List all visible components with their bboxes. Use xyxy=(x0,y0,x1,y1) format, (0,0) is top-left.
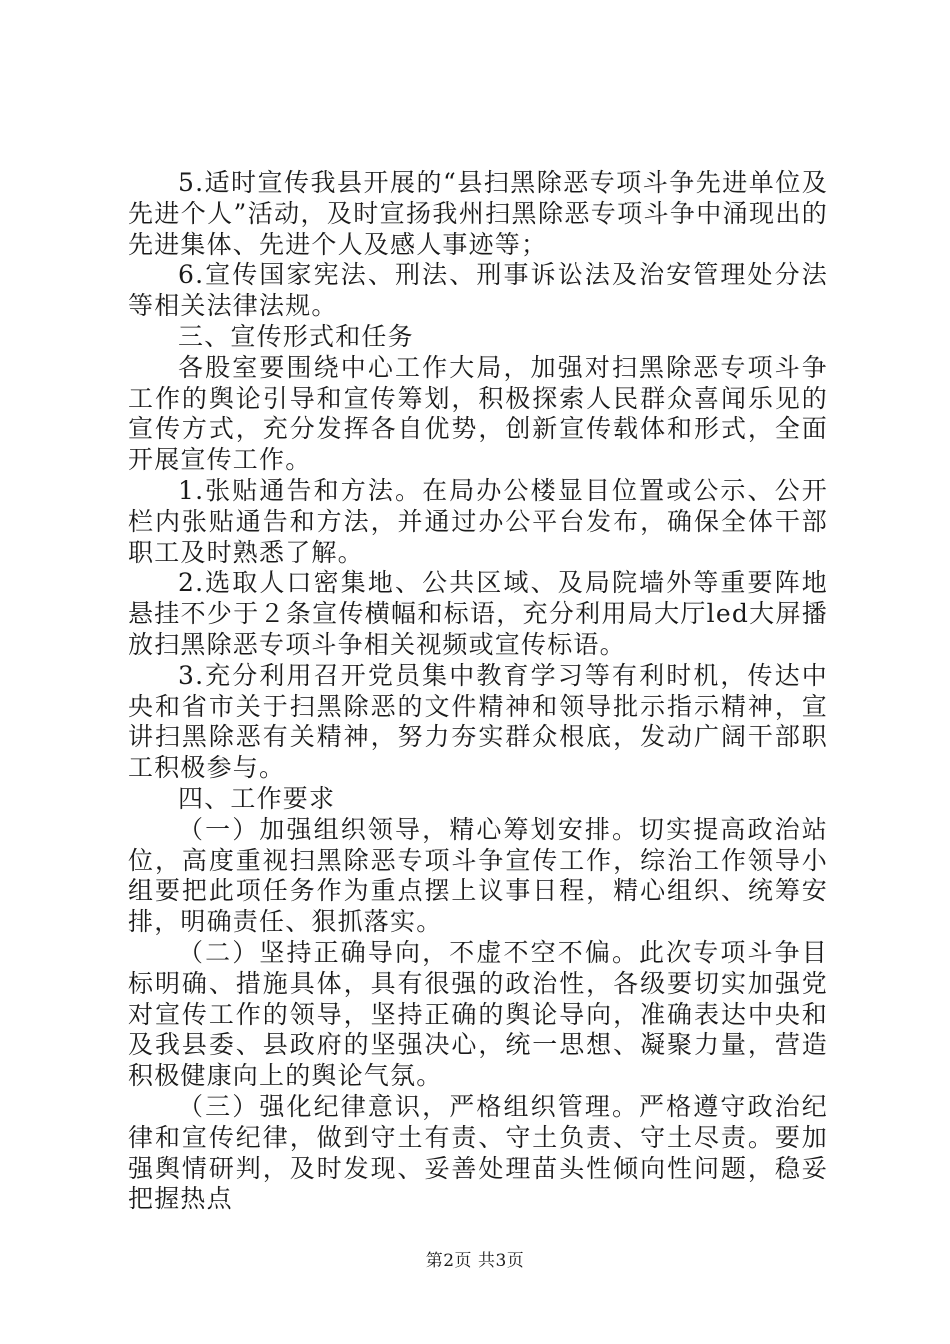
paragraph-requirement-1: （一）加强组织领导，精心筹划安排。切实提高政治站位，高度重视扫黑除恶专项斗争宣传工作，综治工作领导小组要把此项任务作为重点摆上议事日程，精心组织、统筹安排，明确责任、狠抓落实。 xyxy=(128,814,828,937)
paragraph-requirement-2: （二）坚持正确导向，不虚不空不偏。此次专项斗争目标明确、措施具体，具有很强的政治性，各级要切实加强党对宣传工作的领导，坚持正确的舆论导向，准确表达中央和及我县委、县政府的坚强决心，统一思想、凝聚力量，营造积极健康向上的舆论气氛。 xyxy=(128,937,828,1091)
document-body xyxy=(128,168,828,1215)
paragraph-item-6: 6.宣传国家宪法、刑法、刑事诉讼法及治安管理处分法等相关法律法规。 xyxy=(128,260,828,321)
page-number-footer: 第2页 共3页 xyxy=(425,1251,525,1271)
paragraph-item-1: 1.张贴通告和方法。在局办公楼显目位置或公示、公开栏内张贴通告和方法，并通过办公平台发布，确保全体干部职工及时熟悉了解。 xyxy=(128,475,828,567)
paragraph-body: 各股室要围绕中心工作大局，加强对扫黑除恶专项斗争工作的舆论引导和宣传筹划，积极探索人民群众喜闻乐见的宣传方式，充分发挥各自优势，创新宣传载体和形式，全面开展宣传工作。 xyxy=(128,352,828,475)
paragraph-requirement-3: （三）强化纪律意识，严格组织管理。严格遵守政治纪律和宣传纪律，做到守土有责、守土负责、守土尽责。要加强舆情研判，及时发现、妥善处理苗头性倾向性问题，稳妥把握热点 xyxy=(128,1091,828,1214)
paragraph-item-2: 2.选取人口密集地、公共区域、及局院墙外等重要阵地悬挂不少于２条宣传横幅和标语，充分利用局大厅led大屏播放扫黑除恶专项斗争相关视频或宣传标语。 xyxy=(128,568,828,659)
section-heading-3: 三、宣传形式和任务 xyxy=(178,321,414,351)
section-heading-4: 四、工作要求 xyxy=(178,783,336,813)
paragraph-item-3: 3.充分利用召开党员集中教育学习等有利时机，传达中央和省市关于扫黑除恶的文件精神和领导批示指示精神，宣讲扫黑除恶有关精神，努力夯实群众根底，发动广阔干部职工积极参与。 xyxy=(128,660,828,783)
paragraph-item-5: 5.适时宣传我县开展的“县扫黑除恶专项斗争先进单位及先进个人”活动，及时宣扬我州扫黑除恶专项斗争中涌现出的先进集体、先进个人及感人事迹等； xyxy=(128,168,828,259)
